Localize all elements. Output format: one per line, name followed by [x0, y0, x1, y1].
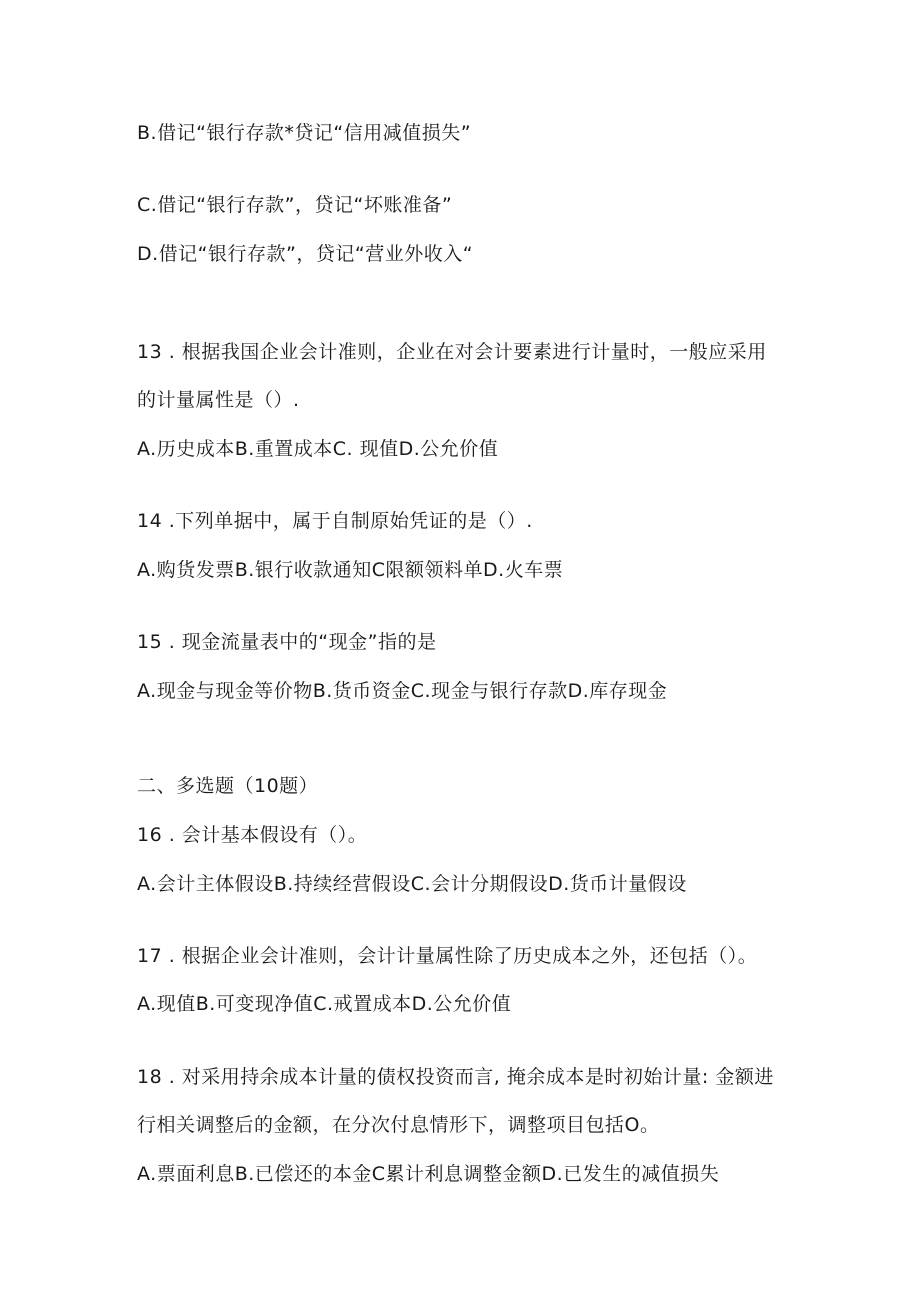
- option-12b: B.借记“银行存款*贷记“信用减值损失”: [137, 122, 472, 144]
- option-12c: C.借记“银行存款”，贷记“坏账准备”: [137, 194, 453, 216]
- options-16: A.会计主体假设B.持续经营假设C.会计分期假设D.货币计量假设: [137, 873, 687, 895]
- question-18-line-2: 行相关调整后的金额，在分次付息情形下，调整项目包括O。: [137, 1114, 660, 1136]
- question-16: 16 . 会计基本假设有（）。: [137, 824, 368, 846]
- options-17: A.现值B.可变现净值C.戒置成本D.公允价值: [137, 993, 512, 1015]
- options-15: A.现金与现金等价物B.货币资金C.现金与银行存款D.库存现金: [137, 680, 668, 702]
- options-14: A.购货发票B.银行收款通知C限额领料单D.火车票: [137, 559, 564, 581]
- question-13-line-2: 的计量属性是（）.: [137, 389, 300, 411]
- options-18: A.票面利息B.已偿还的本金C累计利息调整金额D.已发生的减值损失: [137, 1163, 720, 1185]
- section-heading: 二、多选题（10题）: [137, 775, 319, 797]
- question-18-line-1: 18 . 对采用持余成本计量的债权投资而言, 掩余成本是时初始计量: 金额进: [137, 1066, 774, 1088]
- question-13-line-1: 13 . 根据我国企业会计准则，企业在对会计要素进行计量时，一般应采用: [137, 341, 767, 363]
- question-14: 14 .下列单据中，属于自制原始凭证的是（）.: [137, 510, 533, 532]
- question-15: 15 . 现金流量表中的“现金”指的是: [137, 631, 437, 653]
- question-17: 17 . 根据企业会计准则，会计计量属性除了历史成本之外，还包括（）。: [137, 945, 758, 967]
- option-12d: D.借记“银行存款”，贷记“营业外收入“: [137, 243, 474, 265]
- options-13: A.历史成本B.重置成本C. 现值D.公允价值: [137, 438, 499, 460]
